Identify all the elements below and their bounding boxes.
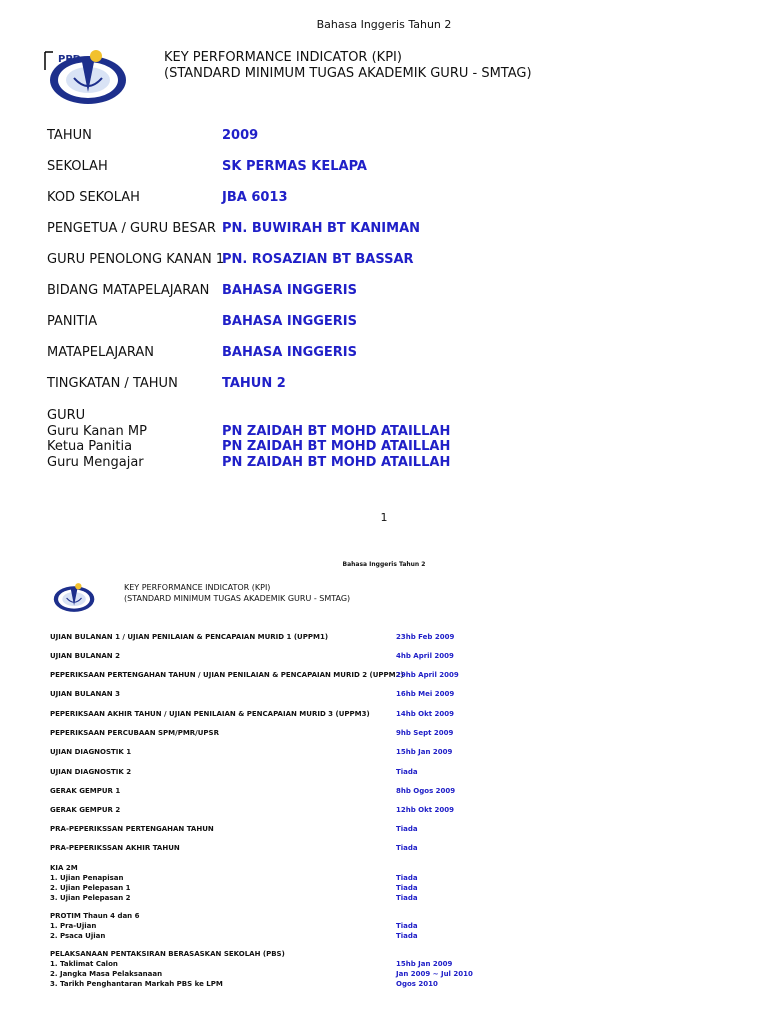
exam-label: PRA-PEPERIKSSAN AKHIR TAHUN [50,844,180,852]
exam-date: Tiada [396,825,418,833]
field-tahun [47,128,259,143]
field-value: JBA 6013 [222,190,288,205]
group-item [50,921,418,931]
kia-group [50,863,418,903]
exam-label: PEPERIKSAAN PERTENGAHAN TAHUN / UJIAN PENILAIAN & PENCAPAIAN MURID 2 (UPPM2) [50,671,404,679]
guru-role: Guru Mengajar [47,455,144,470]
item-date: Tiada [396,874,418,882]
exam-row [50,690,455,698]
field-label: GURU PENOLONG KANAN 1 [47,252,225,267]
item-date: Tiada [396,922,418,930]
title-line-2: (STANDARD MINIMUM TUGAS AKADEMIK GURU - SMTAG) [124,594,351,603]
exam-row [50,825,418,833]
page-number: 1 [380,511,388,524]
field-label: PENGETUA / GURU BESAR [47,221,216,236]
group-item [50,979,438,989]
field-value: TAHUN 2 [222,376,286,391]
svg-text:PPD: PPD [58,54,81,65]
group-item [50,931,418,941]
page-header: Bahasa Inggeris Tahun 2 [316,18,452,31]
exam-row [50,729,454,737]
exam-date: Tiada [396,768,418,776]
item-date: Tiada [396,894,418,902]
field-label: MATAPELAJARAN [47,345,155,360]
guru-name: PN ZAIDAH BT MOHD ATAILLAH [222,439,451,454]
exam-label: UJIAN BULANAN 2 [50,652,120,660]
exam-date: Tiada [396,844,418,852]
group-heading: PELAKSANAAN PENTAKSIRAN BERASASKAN SEKOLAH (PBS) [50,950,285,958]
ppd-logo [44,48,128,108]
item-label: 2. Psaca Ujian [50,932,106,940]
item-label: 2. Ujian Pelepasan 1 [50,884,131,892]
page2-title [124,582,350,604]
title-line-1: KEY PERFORMANCE INDICATOR (KPI) [164,50,402,65]
ppd-logo-small [50,582,96,614]
exam-label: PRA-PEPERIKSSAN PERTENGAHAN TAHUN [50,825,214,833]
exam-row [50,768,418,776]
exam-label: PEPERIKSAAN PERCUBAAN SPM/PMR/UPSR [50,729,219,737]
exam-date: 23hb Feb 2009 [396,633,455,641]
field-label: BIDANG MATAPELAJARAN [47,283,210,298]
protim-group [50,911,418,941]
item-date: Ogos 2010 [396,980,438,988]
field-bidang-matapelajaran [47,283,358,298]
field-panitia [47,314,358,329]
field-value: PN. ROSAZIAN BT BASSAR [222,252,414,267]
title-line-2: (STANDARD MINIMUM TUGAS AKADEMIK GURU - SMTAG) [164,66,532,81]
field-label: TAHUN [47,128,92,143]
item-date: Tiada [396,884,418,892]
exam-row [50,748,453,756]
exam-row [50,710,455,718]
item-date: Tiada [396,932,418,940]
exam-label: UJIAN BULANAN 1 / UJIAN PENILAIAN & PENCAPAIAN MURID 1 (UPPM1) [50,633,329,641]
exam-date: 15hb Jan 2009 [396,748,453,756]
exam-label: UJIAN DIAGNOSTIK 1 [50,748,132,756]
exam-row [50,806,455,814]
group-item [50,883,418,893]
exam-row [50,633,455,641]
exam-row [50,787,456,795]
item-date: 15hb Jan 2009 [396,960,453,968]
ketua-panitia [47,439,451,454]
guru-role: Guru Kanan MP [47,424,147,439]
item-date: Jan 2009 ~ Jul 2010 [396,970,473,978]
group-item [50,959,453,969]
field-value: SK PERMAS KELAPA [222,159,367,174]
guru-name: PN ZAIDAH BT MOHD ATAILLAH [222,424,451,439]
field-sekolah [47,159,367,174]
exam-label: GERAK GEMPUR 2 [50,806,121,814]
guru-label: GURU [47,408,86,423]
field-pengetua [47,221,421,236]
field-value: BAHASA INGGERIS [222,314,358,329]
title-line-1: KEY PERFORMANCE INDICATOR (KPI) [124,583,271,592]
group-item [50,873,418,883]
exam-label: GERAK GEMPUR 1 [50,787,121,795]
exam-row [50,844,418,852]
exam-date: 29hb April 2009 [396,671,459,679]
exam-date: 14hb Okt 2009 [396,710,455,718]
item-label: 1. Taklimat Calon [50,960,118,968]
guru-name: PN ZAIDAH BT MOHD ATAILLAH [222,455,451,470]
group-heading: KIA 2M [50,864,78,872]
group-item [50,893,418,903]
exam-label: UJIAN BULANAN 3 [50,690,120,698]
item-label: 3. Tarikh Penghantaran Markah PBS ke LPM [50,980,223,988]
field-value: BAHASA INGGERIS [222,283,358,298]
guru-mengajar [47,455,451,470]
guru-kanan-mp [47,424,451,439]
field-guru-penolong-kanan [47,252,414,267]
exam-row [50,652,454,660]
guru-role: Ketua Panitia [47,439,133,454]
field-tingkatan [47,376,286,391]
exam-row [50,671,459,679]
field-matapelajaran [47,345,358,360]
item-label: 3. Ujian Pelepasan 2 [50,894,131,902]
group-heading: PROTIM Thaun 4 dan 6 [50,912,140,920]
field-label: TINGKATAN / TAHUN [47,376,178,391]
field-kod-sekolah [47,190,288,205]
exam-label: PEPERIKSAAN AKHIR TAHUN / UJIAN PENILAIAN & PENCAPAIAN MURID 3 (UPPM3) [50,710,370,718]
exam-date: 12hb Okt 2009 [396,806,455,814]
field-value: BAHASA INGGERIS [222,345,358,360]
item-label: 1. Pra-Ujian [50,922,97,930]
exam-date: 16hb Mei 2009 [396,690,455,698]
item-label: 2. Jangka Masa Pelaksanaan [50,970,163,978]
field-label: PANITIA [47,314,98,329]
report-title [164,50,532,82]
item-label: 1. Ujian Penapisan [50,874,124,882]
field-value: 2009 [222,128,259,143]
field-label: KOD SEKOLAH [47,190,140,205]
exam-label: UJIAN DIAGNOSTIK 2 [50,768,132,776]
pbs-group [50,949,473,989]
field-value: PN. BUWIRAH BT KANIMAN [222,221,421,236]
field-label: SEKOLAH [47,159,108,174]
exam-date: 4hb April 2009 [396,652,454,660]
group-item [50,969,473,979]
exam-date: 8hb Ogos 2009 [396,787,456,795]
page2-header: Bahasa Inggeris Tahun 2 [342,561,426,568]
exam-date: 9hb Sept 2009 [396,729,454,737]
